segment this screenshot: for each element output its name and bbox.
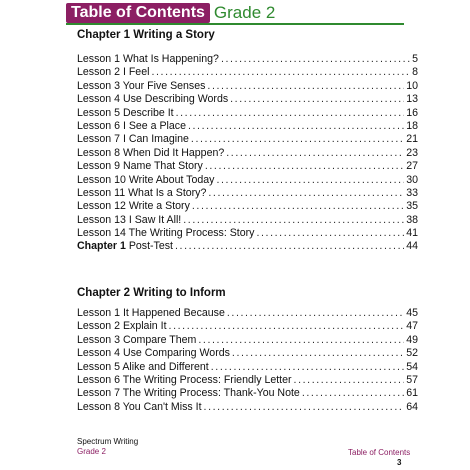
lesson-page: 35 [406,200,418,213]
leader-dots [183,214,404,226]
toc-row[interactable] [77,200,418,213]
leader-dots [191,133,404,145]
toc-row[interactable] [77,107,418,120]
lesson-number: Lesson 2 [77,320,120,333]
lesson-page: 27 [406,160,418,173]
toc-row[interactable] [77,53,418,66]
toc-row[interactable] [77,120,418,133]
lesson-name: Name That Story [122,160,203,173]
lesson-page: 8 [412,66,418,79]
lesson-name: The Writing Process: Thank-You Note [122,387,300,400]
lesson-page: 30 [406,173,418,186]
leader-dots [232,347,404,359]
lesson-name: Explain It [122,320,167,333]
lesson-number: Lesson 4 [77,93,120,106]
header-rule [66,23,404,25]
lesson-name: What Is a Story? [128,186,207,199]
toc-row[interactable] [77,307,418,320]
lesson-page: 52 [406,347,418,360]
lesson-number: Lesson 9 [77,160,120,173]
lesson-page: 18 [406,119,418,132]
leader-dots [294,374,405,386]
lesson-page: 10 [406,79,418,92]
header-grade: Grade 2 [213,2,276,22]
lesson-page: 61 [406,387,418,400]
leader-dots [176,107,405,119]
lesson-number: Lesson 1 [77,307,120,319]
lesson-page: 21 [406,133,418,146]
footer-section: Table of Contents [348,448,411,457]
post-test-label: Chapter 1 [77,240,126,253]
toc-row[interactable] [77,214,418,227]
leader-dots [230,93,404,105]
lesson-number: Lesson 12 [77,200,126,213]
page-header [66,2,275,23]
lesson-name: Write a Story [128,200,190,213]
lesson-page: 41 [406,227,418,240]
lesson-name: Use Comparing Words [122,347,230,360]
lesson-number: Lesson 7 [77,387,120,400]
toc-row[interactable] [77,66,418,79]
lesson-name: It Happened Because [122,307,225,319]
lesson-page: 5 [412,53,418,65]
footer-page-number: 3 [397,458,402,467]
toc-row[interactable] [77,347,418,360]
lesson-number: Lesson 11 [77,186,126,199]
lesson-page: 38 [406,213,418,226]
toc-row[interactable] [77,227,418,240]
leader-dots [227,307,404,319]
lesson-page: 49 [406,333,418,346]
lesson-page: 23 [406,146,418,159]
lesson-name: I See a Place [122,119,186,132]
leader-dots [207,80,404,92]
lesson-name: I Can Imagine [122,133,189,146]
post-test-name: Post-Test [128,240,173,253]
toc-row[interactable] [77,174,418,187]
leader-dots [204,401,405,413]
lesson-page: 13 [406,93,418,106]
toc-row[interactable] [77,334,418,347]
leader-dots [302,387,404,399]
footer-left [77,437,138,457]
leader-dots [208,187,404,199]
footer-grade: Grade 2 [77,447,106,456]
lesson-name: When Did It Happen? [122,146,225,159]
lesson-page: 33 [406,186,418,199]
lesson-name: Alike and Different [122,360,209,373]
lesson-number: Lesson 3 [77,333,120,346]
leader-dots [192,200,404,212]
toc-row[interactable] [77,80,418,93]
lesson-name: Write About Today [128,173,215,186]
leader-dots [226,147,404,159]
lesson-name: You Can't Miss It [122,400,202,413]
lesson-number: Lesson 10 [77,173,126,186]
lesson-number: Lesson 2 [77,66,120,79]
lesson-number: Lesson 13 [77,213,126,226]
toc-row[interactable] [77,374,418,387]
leader-dots [198,334,404,346]
toc-row[interactable] [77,187,418,200]
toc-row[interactable] [77,361,418,374]
leader-dots [151,66,410,78]
lesson-page: 57 [406,373,418,386]
leader-dots [221,53,410,65]
lesson-number: Lesson 6 [77,119,120,132]
lesson-name: The Writing Process: Story [128,227,255,240]
chapter-1-title: Chapter 1 Writing a Story [77,29,215,41]
lesson-number: Lesson 8 [77,400,120,413]
leader-dots [175,240,404,252]
post-test-page: 44 [406,240,418,253]
toc-row[interactable] [77,401,418,414]
toc-row[interactable] [77,93,418,106]
chapter-2-lessons [77,307,418,414]
lesson-number: Lesson 5 [77,360,120,373]
footer-book-title: Spectrum Writing [77,437,139,446]
lesson-number: Lesson 7 [77,133,120,146]
lesson-page: 16 [406,106,418,119]
toc-row[interactable] [77,387,418,400]
lesson-page: 54 [406,360,418,373]
lesson-name: Compare Them [122,333,197,346]
lesson-name: I Saw It All! [128,213,182,226]
lesson-number: Lesson 6 [77,373,120,386]
leader-dots [205,160,404,172]
header-title-badge: Table of Contents [66,3,210,23]
lesson-number: Lesson 14 [77,227,126,240]
toc-row-post-test[interactable] [77,240,418,253]
lesson-name: The Writing Process: Friendly Letter [122,373,292,386]
lesson-page: 47 [406,320,418,333]
lesson-number: Lesson 3 [77,79,120,92]
chapter-1-lessons [77,53,418,254]
leader-dots [188,120,404,132]
chapter-2-title: Chapter 2 Writing to Inform [77,287,226,299]
lesson-name: Describe It [122,106,174,119]
leader-dots [169,320,405,332]
lesson-name: I Feel [122,66,150,79]
toc-row[interactable] [77,320,418,333]
lesson-page: 64 [406,400,418,413]
leader-dots [256,227,404,239]
toc-row[interactable] [77,160,418,173]
lesson-page: 45 [406,307,418,319]
toc-row[interactable] [77,147,418,160]
lesson-name: What Is Happening? [122,53,219,65]
lesson-number: Lesson 1 [77,53,120,65]
toc-row[interactable] [77,133,418,146]
leader-dots [211,361,404,373]
leader-dots [216,174,404,186]
lesson-name: Your Five Senses [122,79,206,92]
lesson-number: Lesson 5 [77,106,120,119]
lesson-number: Lesson 4 [77,347,120,360]
lesson-name: Use Describing Words [122,93,229,106]
lesson-number: Lesson 8 [77,146,120,159]
